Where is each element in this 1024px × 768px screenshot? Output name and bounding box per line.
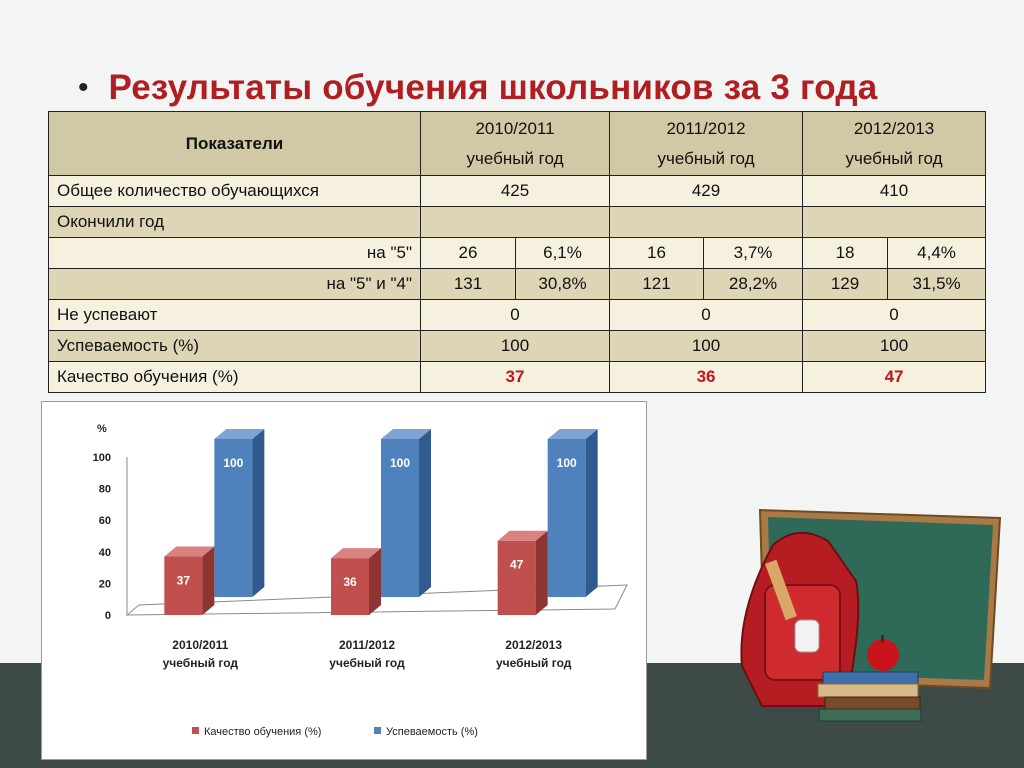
- header-year-2-line2: учебный год: [657, 148, 755, 168]
- books-icon: [818, 672, 921, 721]
- cell-fours-count-1: 131: [421, 269, 516, 300]
- table-header-row: [49, 112, 986, 176]
- row-label: Успеваемость (%): [49, 331, 421, 362]
- row-label: на "5" и "4": [49, 269, 421, 300]
- cell-progress-2: 100: [610, 331, 803, 362]
- title-bullet: •: [78, 71, 89, 104]
- header-year-2-line1: 2011/2012: [666, 118, 746, 138]
- cell-total-2: 429: [610, 176, 803, 207]
- row-label: Окончили год: [49, 207, 421, 238]
- row-label: на "5": [49, 238, 421, 269]
- cell-fives-count-3: 18: [803, 238, 888, 269]
- row-failing: [49, 300, 986, 331]
- header-year-3-line1: 2012/2013: [853, 118, 935, 138]
- header-year-1-line1: 2010/2011: [475, 118, 555, 138]
- bar-side: [536, 531, 548, 615]
- x-tick-label: 2010/2011: [172, 638, 229, 652]
- bar-side: [586, 429, 598, 597]
- row-finished: [49, 207, 986, 238]
- header-year-1-line2: учебный год: [466, 148, 564, 168]
- y-tick-label: 100: [92, 452, 111, 464]
- data-label: 47: [509, 557, 524, 572]
- cell-total-1: 425: [421, 176, 610, 207]
- bar-quality: [498, 541, 536, 615]
- bar-chart: [42, 402, 646, 759]
- cell-fives-pct-2: 3,7%: [704, 238, 803, 269]
- cell-quality-2: 36: [610, 362, 803, 393]
- cell-failing-3: 0: [803, 300, 986, 331]
- cell-fours-pct-1: 30,8%: [516, 269, 610, 300]
- cell-fives-count-1: 26: [421, 238, 516, 269]
- header-year-2: [610, 112, 803, 176]
- title-row: [78, 58, 877, 118]
- chart-container: [41, 401, 647, 760]
- cell-fives-pct-3: 4,4%: [888, 238, 986, 269]
- row-quality: [49, 362, 986, 393]
- cell-empty: [610, 207, 803, 238]
- school-illustration: [715, 490, 1024, 740]
- legend-label: Успеваемость (%): [386, 726, 478, 738]
- cell-fives-pct-1: 6,1%: [516, 238, 610, 269]
- row-progress: [49, 331, 986, 362]
- y-tick-label: 20: [98, 578, 111, 591]
- row-label: Качество обучения (%): [49, 362, 421, 393]
- cell-failing-2: 0: [610, 300, 803, 331]
- cell-fours-pct-2: 28,2%: [704, 269, 803, 300]
- header-indicator: Показатели: [49, 112, 421, 176]
- cell-progress-3: 100: [803, 331, 986, 362]
- cell-quality-1: 37: [421, 362, 610, 393]
- row-fives: [49, 238, 986, 269]
- y-tick-label: 60: [98, 515, 111, 528]
- bar-side: [252, 429, 264, 597]
- row-total: [49, 176, 986, 207]
- legend-label: Качество обучения (%): [204, 726, 322, 738]
- cell-fours-count-3: 129: [803, 269, 888, 300]
- x-tick-label: учебный год: [495, 656, 572, 670]
- cell-empty: [803, 207, 986, 238]
- bar-side: [202, 547, 214, 615]
- cell-fives-count-2: 16: [610, 238, 704, 269]
- data-label: 100: [556, 456, 577, 470]
- row-fours: [49, 269, 986, 300]
- cell-fours-count-2: 121: [610, 269, 704, 300]
- data-label: 37: [176, 573, 191, 588]
- legend-swatch: [374, 727, 381, 734]
- cell-progress-1: 100: [421, 331, 610, 362]
- x-tick-label: учебный год: [162, 656, 239, 670]
- cell-failing-1: 0: [421, 300, 610, 331]
- x-tick-label: учебный год: [329, 656, 405, 670]
- header-year-3: [803, 112, 986, 176]
- y-tick-label: 80: [98, 483, 111, 496]
- cell-total-3: 410: [803, 176, 986, 207]
- data-label: 36: [343, 575, 357, 590]
- y-axis-unit: %: [97, 423, 107, 435]
- data-label: 100: [389, 456, 411, 470]
- cell-fours-pct-3: 31,5%: [888, 269, 986, 300]
- bar-side: [419, 429, 431, 597]
- header-year-1: [421, 112, 610, 176]
- cell-empty: [421, 207, 610, 238]
- row-label: Общее количество обучающихся: [49, 176, 421, 207]
- legend-swatch: [192, 727, 199, 734]
- header-year-3-line2: учебный год: [845, 148, 943, 168]
- y-tick-label: 40: [98, 546, 111, 559]
- x-tick-label: 2011/2012: [338, 638, 396, 652]
- page-title: Результаты обучения школьников за 3 года: [108, 68, 878, 107]
- row-label: Не успевают: [49, 300, 421, 331]
- results-table: [48, 111, 985, 401]
- data-label: 100: [223, 456, 244, 470]
- cell-quality-3: 47: [803, 362, 986, 393]
- bar-side: [369, 548, 381, 615]
- x-tick-label: 2012/2013: [505, 638, 563, 652]
- y-tick-label: 0: [104, 610, 111, 622]
